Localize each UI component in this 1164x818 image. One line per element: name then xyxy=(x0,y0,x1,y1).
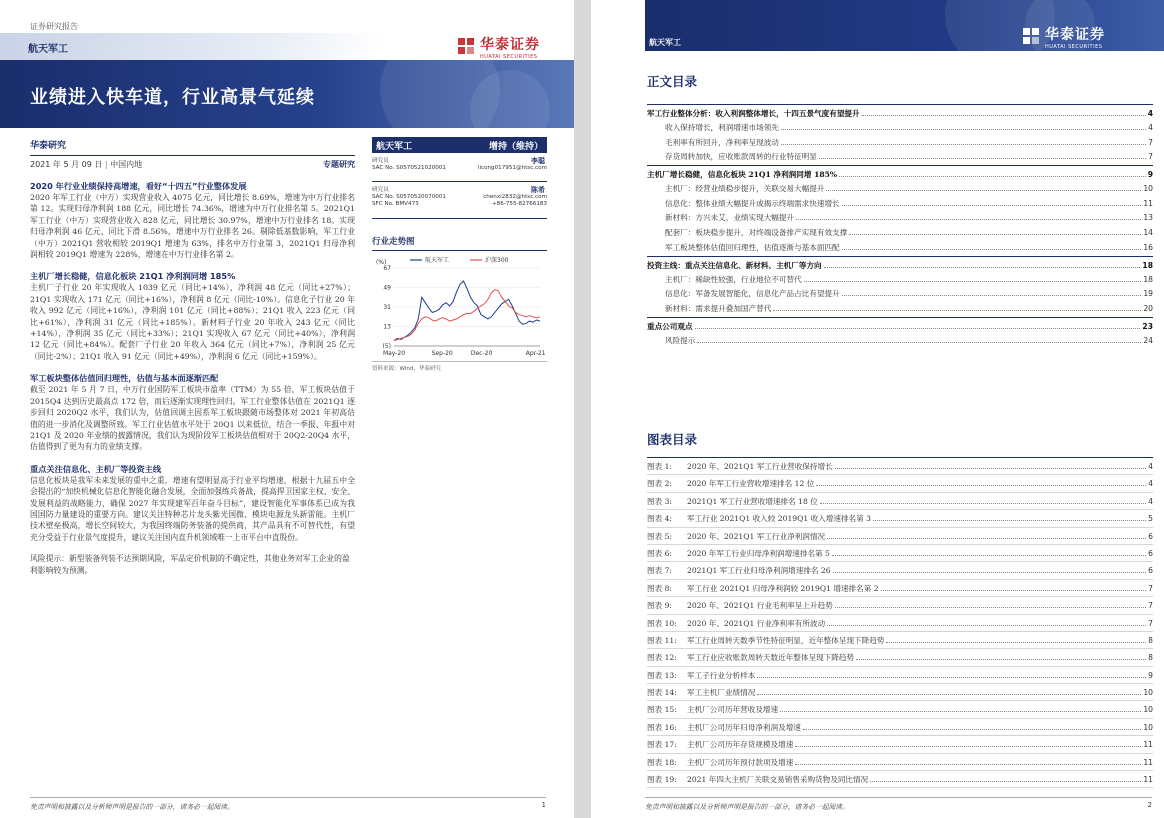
toc-entry[interactable] xyxy=(647,150,1153,165)
figure-number: 图表 19: xyxy=(647,775,677,785)
toc-entry[interactable] xyxy=(647,211,1153,226)
figure-page: 6 xyxy=(1148,531,1153,541)
y-tick-label: (5) xyxy=(382,343,391,350)
report-page-1 xyxy=(0,0,574,818)
figure-leader xyxy=(833,572,1147,573)
disclaimer-text: 免责声明和披露以及分析师声明是报告的一部分，请务必一起阅读。 xyxy=(645,803,849,811)
toc-entry-page: 4 xyxy=(1147,109,1153,118)
figure-entry[interactable] xyxy=(647,475,1153,492)
figure-page: 10 xyxy=(1143,722,1153,732)
title-banner xyxy=(0,60,574,128)
section-body: 截至 2021 年 5 月 7 日，中万行业国防军工板块市盈率（TTM）为 55 倍，军工板块估值于 2015Q4 达到历史最高点 172 倍，而后逐渐实现理性回归。军工行业整体估值在 2021Q1 逐步回归 2020Q2 水平，我们认为，估值回调主因系军工板块跟随市场整体对 2021 年初高估值的进一步消化及调整所致。军工行业估值水平处于 20Q1 以来低位，结合一季报、年报中对 21Q1 及 2020 年业绩的披露情况，我们认为现阶段军工板块估值相对于 20Q2-20Q4 水平，估值得到了更为有力的业绩支撑。 xyxy=(30,385,355,452)
toc-entry-text: 主机厂：经营业绩稳步提升，关联交易大幅提升 xyxy=(665,184,825,194)
toc-entry-text: 主机厂增长稳健，信息化板块 21Q1 净利润同增 185% xyxy=(647,170,838,180)
toc-entry-page: 23 xyxy=(1142,321,1153,331)
toc-entry[interactable] xyxy=(647,273,1153,288)
analyst-name: 陈希 xyxy=(531,186,545,194)
toc-entry[interactable] xyxy=(647,241,1153,256)
figure-leader xyxy=(757,677,1146,678)
figure-leader xyxy=(803,729,1141,730)
figure-page: 10 xyxy=(1143,705,1153,715)
figure-entry[interactable] xyxy=(647,667,1153,684)
figure-entry[interactable] xyxy=(647,632,1153,649)
y-tick-label: 49 xyxy=(383,284,391,292)
figure-entry[interactable] xyxy=(647,545,1153,562)
figure-entry[interactable] xyxy=(647,458,1153,475)
toc-entry-text: 毛利率有所回升，净利率呈现波动 xyxy=(665,137,779,147)
logo-text-en: HUATAI SECURITIES xyxy=(480,54,538,60)
summary-section xyxy=(30,270,355,362)
figure-page: 11 xyxy=(1143,757,1153,767)
toc-entry-page: 24 xyxy=(1143,335,1153,345)
figure-page: 11 xyxy=(1143,740,1153,750)
toc-entry[interactable] xyxy=(647,226,1153,241)
figure-page: 4 xyxy=(1148,496,1153,506)
figure-leader xyxy=(856,659,1146,660)
toc-leader xyxy=(695,328,1141,329)
toc-entry-text: 新材料：方兴未艾，业绩实现大幅提升 xyxy=(665,213,795,223)
y-tick-label: 67 xyxy=(383,265,391,272)
figure-page: 9 xyxy=(1148,670,1153,680)
figure-number: 图表 1: xyxy=(647,462,672,471)
huatai-logo xyxy=(1023,24,1105,50)
figure-leader xyxy=(873,520,1146,521)
figure-title: 2020 年、2021Q1 行业净利率有所波动 xyxy=(687,618,826,628)
report-date: 2021 年 5 月 09 日 xyxy=(30,160,103,169)
x-tick-label: May-20 xyxy=(382,350,406,357)
x-tick-label: Apr-21 xyxy=(525,350,546,357)
toc-entry-text: 收入保持增长，利润增速市场领先 xyxy=(665,123,779,132)
figure-entry[interactable] xyxy=(647,528,1153,545)
figure-title: 2020 年军工行业营收增速排名 12 位 xyxy=(687,479,815,489)
toc-entry-page: 7 xyxy=(1148,152,1153,162)
figure-entry[interactable] xyxy=(647,597,1153,614)
figure-entry[interactable] xyxy=(647,615,1153,632)
figure-entry[interactable] xyxy=(647,562,1153,579)
analyst-sac: SAC No. S0570520070001 xyxy=(372,194,446,200)
figure-title: 主机厂公司历年预付款项及增速 xyxy=(687,757,794,767)
toc-leader xyxy=(862,115,1146,116)
analyst-phone: +86-755-82766183 xyxy=(492,201,547,207)
figure-number: 图表 12: xyxy=(647,653,677,663)
section-heading: 2020 年行业业绩保持高增速，看好“十四五”行业整体发展 xyxy=(30,181,247,191)
rating-header xyxy=(372,137,547,153)
figure-title: 2020 年、2021Q1 行业毛利率呈上升趋势 xyxy=(687,601,833,611)
figure-leader xyxy=(757,694,1141,695)
toc-leader xyxy=(826,190,1141,191)
toc-leader xyxy=(819,158,1146,159)
report-type-label: 证券研究报告 xyxy=(30,22,78,31)
section-body: 信息化板块是我军未来发展的重中之重，增速有望明显高于行业平均增速，根据十九届五中全会提出的“加快机械化信息化智能化融合发展，全面加强练兵备战，提高捍卫国家主权、安全、发展利益的战略能力，确保 2027 年实现建军百年奋斗目标”，建设智能化军事体系已成为我国国防力量建设的重要方向。建议关注特种芯片龙头紫光国微、模块电源龙头新雷能。主机厂技术壁垒极高，增长空间较大，为我国终端防务装备的提供商，其产品具有不可替代性，有望充分受益于行业景气度提升，建议关注国内直升机领域唯一上市平台中直股份。 xyxy=(30,475,355,542)
report-page-2 xyxy=(591,0,1164,818)
legend-label: 航天军工 xyxy=(425,257,450,264)
figure-title: 主机厂公司历年归母净利润及增速 xyxy=(687,722,801,732)
figure-number: 图表 6: xyxy=(647,548,672,558)
figure-entry[interactable] xyxy=(647,771,1153,788)
figure-number: 图表 8: xyxy=(647,583,672,593)
figure-page: 7 xyxy=(1148,601,1153,611)
toc-entry-text: 新材料：需求提升叠加国产替代 xyxy=(665,303,772,313)
figure-number: 图表 18: xyxy=(647,757,677,767)
toc-entry-text: 军工行业整体分析：收入利润整体增长，十四五景气度有望提升 xyxy=(647,109,860,118)
figure-leader xyxy=(835,468,1146,469)
logo-text-cn: 华泰证券 xyxy=(480,37,540,53)
logo-text-en: HUATAI SECURITIES xyxy=(1045,44,1103,50)
figure-page: 4 xyxy=(1148,462,1153,471)
section-body: 主机厂子行业 20 年实现收入 1039 亿元（同比+14%），净利润 48 亿元（同比+27%）；21Q1 实现收入 171 亿元（同比+16%），净利润 8 亿元（同比-10%）。信息化子行业 20 年收入 992 亿元（同比+16%），净利润 101 亿元（同比+88%）；21Q1 收入 223 亿元（同比+61%），净利润 31 亿元（同比+185%）。新材料子行业 20 年收入 243 亿元（同比+14%），净利润 35 亿元（同比+33%）；21Q1 实现收入 67 亿元（同比+40%），净利润 12 亿元（同比+84%）。配套厂子行业 20 年收入 364 亿元（同比+7%），净利润 25 亿元（同比-2%）；21Q1 收入 91 亿元（同比+49%），净利润 6 亿元（同比+159%）。 xyxy=(30,283,355,361)
figure-title: 2021Q1 军工行业营收增速排名 18 位 xyxy=(687,496,818,506)
figure-page: 5 xyxy=(1148,514,1153,524)
figures-title: 图表目录 xyxy=(647,432,698,447)
figure-entry[interactable] xyxy=(647,493,1153,510)
figure-leader xyxy=(795,746,1141,747)
summary-section xyxy=(30,372,355,452)
figure-title: 军工子行业分析样本 xyxy=(687,670,756,680)
figure-title: 军工行业周转天数季节性特征明显，近年整体呈现下降趋势 xyxy=(687,635,885,645)
trend-chart-title: 行业走势图 xyxy=(372,235,547,251)
toc-leader xyxy=(842,295,1142,296)
figure-title: 2020 年、2021Q1 军工行业净利润情况 xyxy=(687,531,826,541)
toc-entry-page: 11 xyxy=(1143,198,1153,208)
toc-leader xyxy=(697,342,1141,343)
toc-entry-page: 20 xyxy=(1143,303,1153,313)
toc-entry-text: 存货周转加快，应收账款周转的行业特征明显 xyxy=(665,152,817,162)
toc-entry-text: 军工板块整体估值回归理性，估值逐渐与基本面匹配 xyxy=(665,242,840,252)
toc-entry[interactable] xyxy=(647,182,1153,197)
figure-entry[interactable] xyxy=(647,701,1153,718)
disclaimer-text: 免责声明和披露以及分析师声明是报告的一部分，请务必一起阅读。 xyxy=(30,803,234,811)
toc-entry-page: 4 xyxy=(1148,123,1153,132)
section-heading: 重点关注信息化、主机厂等投资主线 xyxy=(30,463,162,474)
logo-text-cn: 华泰证券 xyxy=(1045,27,1105,43)
toc-entry-page: 18 xyxy=(1143,274,1153,284)
figure-number: 图表 9: xyxy=(647,601,672,611)
figure-leader xyxy=(827,538,1146,539)
research-org: 华泰研究 xyxy=(30,141,67,151)
figure-entry[interactable] xyxy=(647,580,1153,597)
toc-entry[interactable] xyxy=(647,334,1153,349)
analyst-role: 研究员 xyxy=(372,187,389,193)
figure-number: 图表 10: xyxy=(647,618,677,628)
report-category: 专题研究 xyxy=(323,160,355,169)
figure-number: 图表 7: xyxy=(647,566,672,576)
report-meta: 2021 年 5 月 09 日 | 中国内地 专题研究 xyxy=(30,155,355,170)
side-sector: 航天军工 xyxy=(376,142,413,152)
analyst-name: 李聪 xyxy=(531,157,545,165)
y-tick-label: 13 xyxy=(383,323,391,331)
figure-page: 10 xyxy=(1143,688,1153,698)
figure-title: 军工行业应收账款周转天数近年整体呈现下降趋势 xyxy=(687,653,855,663)
x-tick-label: Sep-20 xyxy=(431,350,453,357)
figure-page: 8 xyxy=(1148,653,1153,663)
toc-leader xyxy=(804,281,1142,282)
y-tick-label: 31 xyxy=(383,304,391,311)
figure-title: 军工主机厂业绩情况 xyxy=(687,688,756,698)
figure-page: 6 xyxy=(1148,566,1153,576)
figure-page: 4 xyxy=(1148,479,1153,489)
page-number: 2 xyxy=(1147,801,1152,809)
sector-label: 航天军工 xyxy=(28,44,68,55)
toc-entry-page: 7 xyxy=(1148,137,1153,147)
toc-leader xyxy=(773,310,1141,311)
toc-leader xyxy=(839,176,1146,177)
report-title: 业绩进入快车道，行业高景气延续 xyxy=(30,87,315,108)
figure-number: 图表 14: xyxy=(647,688,677,698)
toc-entry-page: 9 xyxy=(1147,170,1153,180)
trend-chart-svg xyxy=(372,254,547,359)
figure-page: 6 xyxy=(1148,548,1153,558)
figure-entry[interactable] xyxy=(647,736,1153,753)
figure-leader xyxy=(816,485,1146,486)
toc-leader xyxy=(842,205,1142,206)
series-line-sector xyxy=(394,281,540,341)
toc-entry-text: 配套厂：板块稳步提升，对终端设备排产实现有效支撑 xyxy=(665,228,848,238)
toc-entry-text: 风险提示 xyxy=(665,335,696,345)
figure-number: 图表 15: xyxy=(647,705,677,715)
figure-page: 11 xyxy=(1143,775,1153,785)
report-region: 中国内地 xyxy=(110,160,143,169)
toc-entry-page: 19 xyxy=(1143,289,1153,299)
toc-entry-text: 信息化：军备发展智能化，信息化产品占比有望提升 xyxy=(665,289,840,299)
figure-title: 2021 年四大主机厂关联交易销售采购货物及同比情况 xyxy=(687,775,869,785)
series-line-csi300 xyxy=(394,290,540,341)
section-heading: 军工板块整体估值回归理性，估值与基本面逐渐匹配 xyxy=(30,373,219,384)
figure-entry[interactable] xyxy=(647,684,1153,701)
toc-entry[interactable] xyxy=(647,104,1153,121)
figure-entry[interactable] xyxy=(647,754,1153,771)
figure-number: 图表 13: xyxy=(647,670,677,680)
toc-leader xyxy=(824,267,1141,268)
analyst-email[interactable]: chenxi2832@htsc.com xyxy=(483,194,547,200)
figures-list xyxy=(647,457,1153,788)
figure-title: 主机厂公司历年营收及增速 xyxy=(687,705,779,715)
section-body: 2020 年军工行业（中万）实现营业收入 4075 亿元，同比增长 8.69%，增速为中万行业排名第 12。实现归母净利润 188 亿元，同比增长 74.36%，增速为中万行业排名第 5。2021Q1 军工行业（中万）实现营业收入 828 亿元，同比增长 30.97%，增速中万行业排名 18。实现归母净利润 46 亿元，同比下滑 8.56%，增速中万行业排名 26。剔除低基数影响，军工行业（中万）2021Q1 营收相较 2019Q1 增速为 63%，排名中万行业第 3，2021Q1 归母净利润相较 2019Q1 增速为 228%，增速在中万行业排名第 2。 xyxy=(30,193,355,260)
toc-entry-page: 16 xyxy=(1143,242,1153,252)
figure-leader xyxy=(832,555,1146,556)
legend-label: 沪深300 xyxy=(485,257,509,264)
analyst-email[interactable]: licong017951@htsc.com xyxy=(477,165,547,171)
figure-title: 2020 年军工行业归母净利润增速排名第 5 xyxy=(687,548,830,558)
toc-title: 正文目录 xyxy=(647,74,698,89)
sector-label: 航天军工 xyxy=(649,38,681,47)
toc-entry[interactable] xyxy=(647,287,1153,302)
trend-chart xyxy=(372,254,547,359)
toc-entry-page: 14 xyxy=(1143,228,1153,238)
analyst-sfc: SFC No. BMV473 xyxy=(372,201,419,207)
analyst-sac: SAC No. S0570521020001 xyxy=(372,165,446,171)
figure-number: 图表 5: xyxy=(647,531,672,541)
toc-entry-text: 投资主线：重点关注信息化、新材料、主机厂等方向 xyxy=(647,260,822,270)
figure-leader xyxy=(886,642,1146,643)
figure-leader xyxy=(795,764,1141,765)
figure-number: 图表 17: xyxy=(647,740,677,750)
toc-entry[interactable] xyxy=(647,197,1153,212)
toc-entry[interactable] xyxy=(647,136,1153,151)
figure-leader xyxy=(881,590,1147,591)
figure-page: 7 xyxy=(1148,618,1153,628)
figure-number: 图表 2: xyxy=(647,479,672,489)
figure-leader xyxy=(780,711,1141,712)
figure-leader xyxy=(870,781,1141,782)
figure-page: 7 xyxy=(1148,583,1153,593)
figure-number: 图表 4: xyxy=(647,514,672,524)
toc-list xyxy=(647,104,1153,348)
disclaimer-footer xyxy=(30,797,546,811)
toc-entry-text: 重点公司观点 xyxy=(647,321,693,331)
risk-warning: 风险提示：新型装备列装不达预期风险，军品定价机制的不确定性，其他业务对军工企业的盈利影响较为预测。 xyxy=(30,554,350,575)
x-tick-label: Dec-20 xyxy=(470,350,493,357)
chart-source: 资料来源：Wind，华泰研究 xyxy=(372,361,547,372)
toc-entry-page: 13 xyxy=(1143,213,1153,223)
summary-column xyxy=(30,180,355,576)
figure-leader xyxy=(820,503,1146,504)
analyst-role: 研究员 xyxy=(372,158,389,164)
toc-leader xyxy=(849,234,1141,235)
toc-entry-page: 18 xyxy=(1142,260,1153,270)
figure-title: 2020 年、2021Q1 军工行业营收保持增长 xyxy=(687,462,833,471)
toc-leader xyxy=(796,219,1141,220)
toc-entry[interactable] xyxy=(647,121,1153,136)
toc-leader xyxy=(842,249,1142,250)
analyst-block xyxy=(372,182,547,219)
toc-entry[interactable] xyxy=(647,256,1153,273)
toc-entry-text: 主机厂：稀缺性较强，行业地位不可替代 xyxy=(665,274,802,284)
analyst-block xyxy=(372,153,547,182)
figure-number: 图表 16: xyxy=(647,722,677,732)
figure-title: 军工行业 2021Q1 归母净利润较 2019Q1 增速排名第 2 xyxy=(687,583,879,593)
sidebar-info xyxy=(372,137,547,372)
figure-title: 军工行业 2021Q1 收入较 2019Q1 收入增速排名第 3 xyxy=(687,514,871,524)
summary-section xyxy=(30,180,355,260)
toc-entry-page: 10 xyxy=(1143,184,1153,194)
huatai-logo-icon xyxy=(1023,28,1041,46)
rating-label: 增持（维持） xyxy=(488,142,543,152)
toc-entry-text: 信息化：整体业绩大幅提升或揭示终端需求快速增长 xyxy=(665,198,840,208)
figure-title: 主机厂公司历年存货规模及增速 xyxy=(687,740,794,750)
figure-entry[interactable] xyxy=(647,719,1153,736)
toc-entry[interactable] xyxy=(647,317,1153,334)
disclaimer-footer xyxy=(645,797,1152,811)
figure-leader xyxy=(827,625,1146,626)
figure-number: 图表 11: xyxy=(647,635,677,645)
toc-entry[interactable] xyxy=(647,165,1153,182)
figure-entry[interactable] xyxy=(647,510,1153,527)
figure-number: 图表 3: xyxy=(647,496,672,506)
toc-entry[interactable] xyxy=(647,302,1153,317)
figure-leader xyxy=(835,607,1146,608)
figure-title: 2021Q1 军工行业归母净利润增速排名 26 xyxy=(687,566,831,576)
y-unit-label: (%) xyxy=(376,259,387,266)
figure-entry[interactable] xyxy=(647,649,1153,666)
toc-leader xyxy=(781,144,1146,145)
toc-leader xyxy=(781,129,1146,130)
summary-section xyxy=(30,463,355,543)
section-heading: 主机厂增长稳健，信息化板块 21Q1 净利润同增 185% xyxy=(30,271,236,282)
page-number: 1 xyxy=(541,801,546,809)
figure-page: 8 xyxy=(1148,635,1153,645)
